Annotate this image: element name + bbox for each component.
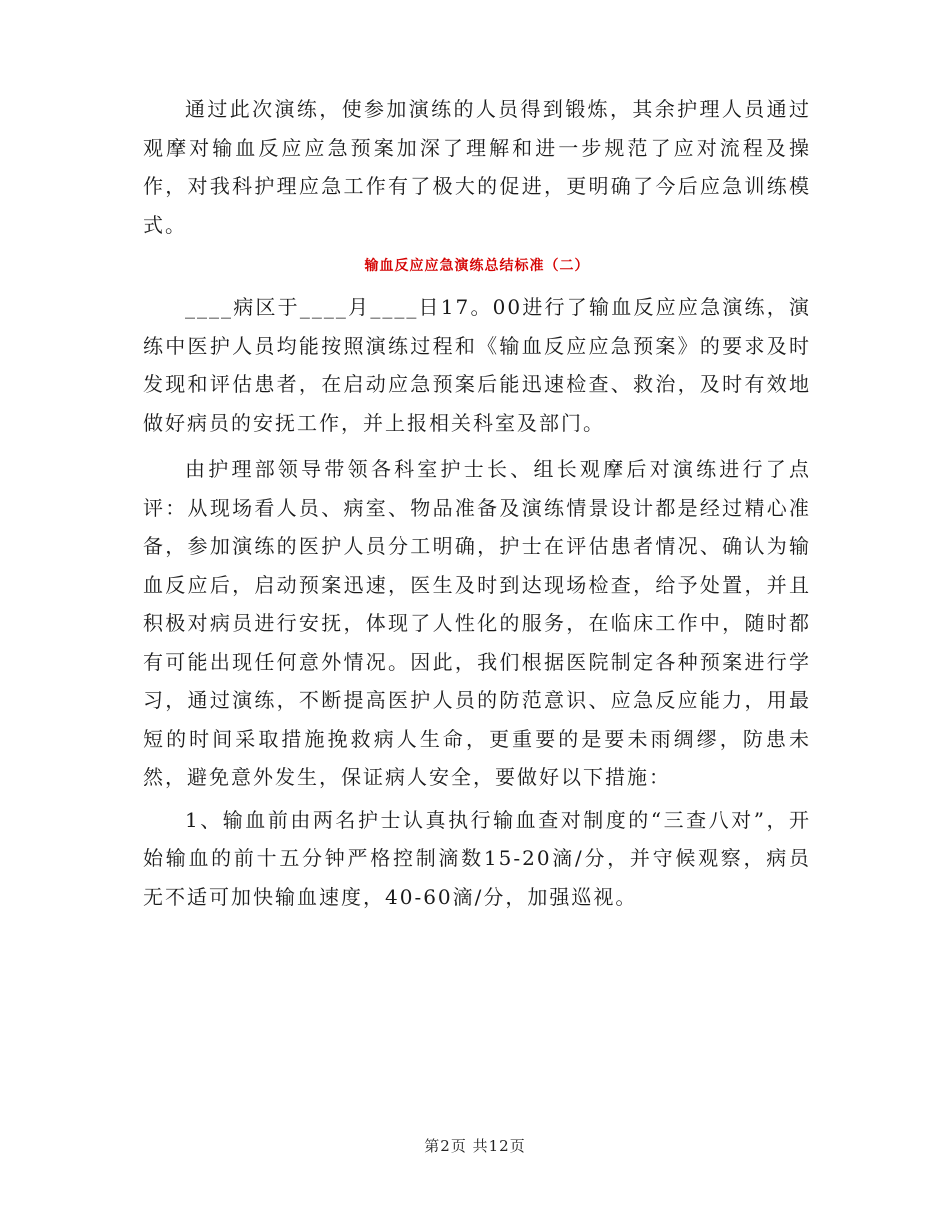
document-body xyxy=(143,90,811,916)
paragraph-measure-1: 1、输血前由两名护士认真执行输血查对制度的“三查八对”，开始输血的前十五分钟严格控制滴数15-20滴/分，并守候观察，病员无不适可加快输血速度，40-60滴/分，加强巡视。 xyxy=(143,807,811,909)
section-title: 输血反应应急演练总结标准（二） xyxy=(364,258,590,274)
paragraph-drill-outcome: 通过此次演练，使参加演练的人员得到锻炼，其余护理人员通过观摩对输血反应应急预案加深了理解和进一步规范了应对流程及操作，对我科护理应急工作有了极大的促进，更明确了今后应急训练模式。 xyxy=(143,97,811,237)
paragraph-review-comments: 由护理部领导带领各科室护士长、组长观摩后对演练进行了点评：从现场看人员、病室、物品准备及演练情景设计都是经过精心准备，参加演练的医护人员分工明确，护士在评估患者情况、确认为输血反应后，启动预案迅速，医生及时到达现场检查，给予处置，并且积极对病员进行安抚，体现了人性化的服务，在临床工作中，随时都有可能出现任何意外情况。因此，我们根据医院制定各种预案进行学习，通过演练，不断提高医护人员的防范意识、应急反应能力，用最短的时间采取措施挽救病人生命，更重要的是要未雨绸缪，防患未然，避免意外发生，保证病人安全，要做好以下措施： xyxy=(143,457,811,789)
paragraph-drill-report: ____病区于____月____日17。00进行了输血反应应急演练，演练中医护人员均能按照演练过程和《输血反应应急预案》的要求及时发现和评估患者，在启动应急预案后能迅速检查、救治，及时有效地做好病员的安抚工作，并上报相关科室及部门。 xyxy=(143,295,811,435)
page-number-footer: 第2页 共12页 xyxy=(424,1137,526,1155)
